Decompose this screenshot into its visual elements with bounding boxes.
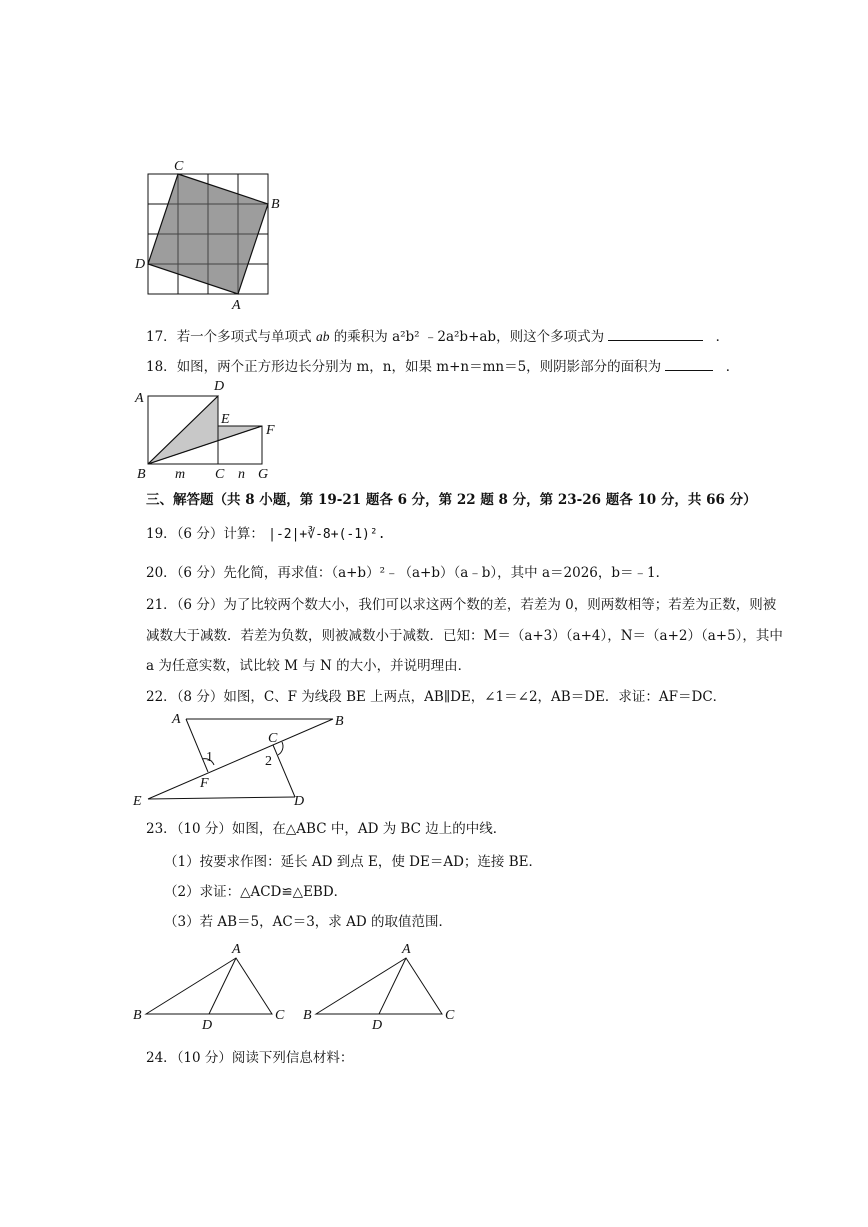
label-d: D [135,257,146,272]
question-18 [146,355,739,375]
figure-q16-grid-square [130,155,290,315]
figure-q23-triangle-right [298,938,468,1033]
q19-number: 19． [146,526,177,542]
label-a: A [232,942,241,957]
label-a: A [402,942,411,957]
q17-number: 17． [146,329,177,345]
label-f: F [200,776,209,791]
q23-text: （10 分）如图，在△ABC 中，AD 为 BC 边上的中线． [176,821,507,837]
q23-part-3: （3）若 AB＝5，AC＝3，求 AD 的取值范围． [164,914,452,930]
q23-number: 23． [146,821,177,837]
label-d: D [372,1018,383,1033]
label-e: E [221,412,230,427]
q24-text: （10 分）阅读下列信息材料： [176,1050,354,1066]
label-e: E [133,794,142,808]
q24-number: 24． [146,1050,177,1066]
q19-expression: |-2|+∛-8+(-1)². [268,527,386,542]
label-b: B [303,1008,312,1023]
q18-answer-blank[interactable] [665,357,713,371]
label-d: D [214,379,225,394]
question-19 [146,522,386,542]
label-d: D [202,1018,213,1033]
q17-ab: ab [315,329,330,344]
figure-q18-two-squares [130,378,290,483]
label-a: A [135,391,144,406]
label-2: 2 [265,754,272,769]
label-a: A [172,712,181,727]
q21-line1: （6 分）为了比较两个数大小，我们可以求这两个数的差，若差为 0，则两数相等；若差为正数，则被 [176,597,777,613]
q18-text: 如图，两个正方形边长分别为 m，n，如果 m+n＝mn＝5，则阴影部分的面积为 [176,359,662,375]
q18-end: ． [725,359,740,375]
question-22 [146,685,726,705]
q23-part-1: （1）按要求作图：延长 AD 到点 E，使 DE＝AD；连接 BE． [164,854,542,870]
label-m: m [175,467,186,482]
label-c: C [215,467,225,482]
question-21-line-1 [146,593,776,613]
label-c: C [275,1008,285,1023]
label-c: C [174,159,184,174]
q17-text-before: 若一个多项式与单项式 [176,329,316,345]
label-n: n [238,467,245,482]
label-b: B [137,467,146,482]
question-21-line-3: a 为任意实数，试比较 M 与 N 的大小，并说明理由． [146,658,472,674]
label-b: B [271,197,280,212]
label-1: 1 [206,750,213,765]
question-23 [146,817,506,837]
question-17 [146,325,729,345]
question-24 [146,1046,353,1066]
question-20 [146,561,669,581]
q18-number: 18． [146,359,177,375]
q22-number: 22． [146,689,177,705]
q17-answer-blank[interactable] [608,327,703,341]
figure-q22-parallel-segments [128,708,358,808]
question-21-line-2: 减数大于减数．若差为负数，则被减数小于减数．已知：M＝（a+3）（a+4），N＝（a+2）（a+5），其中 [146,628,783,644]
q22-text: （8 分）如图，C、F 为线段 BE 上两点，AB∥DE，∠1＝∠2，AB＝DE．求证：AF＝DC． [176,689,727,705]
q20-number: 20． [146,565,177,581]
label-b: B [133,1008,142,1023]
label-b: B [335,714,344,729]
label-c: C [268,731,278,746]
q23-part-2: （2）求证：△ACD≌△EBD． [164,884,348,900]
q17-text-mid: 的乘积为 a²b² ﹣2a²b+ab，则这个多项式为 [329,329,605,345]
q20-text: （6 分）先化简，再求值：（a+b）²﹣（a+b）（a﹣b），其中 a＝2026，b＝﹣1． [176,565,670,581]
section-3-heading: 三、解答题（共 8 小题，第 19-21 题各 6 分，第 22 题 8 分，第 23-26 题各 10 分，共 66 分） [146,492,757,508]
label-g: G [258,467,269,482]
figure-q23-triangle-left [128,938,298,1033]
label-c: C [445,1008,455,1023]
q21-number: 21． [146,597,177,613]
q19-prefix: （6 分）计算： [176,526,264,542]
q17-end: ． [715,329,730,345]
label-f: F [266,423,275,438]
label-d: D [294,794,305,808]
label-a: A [232,298,241,313]
